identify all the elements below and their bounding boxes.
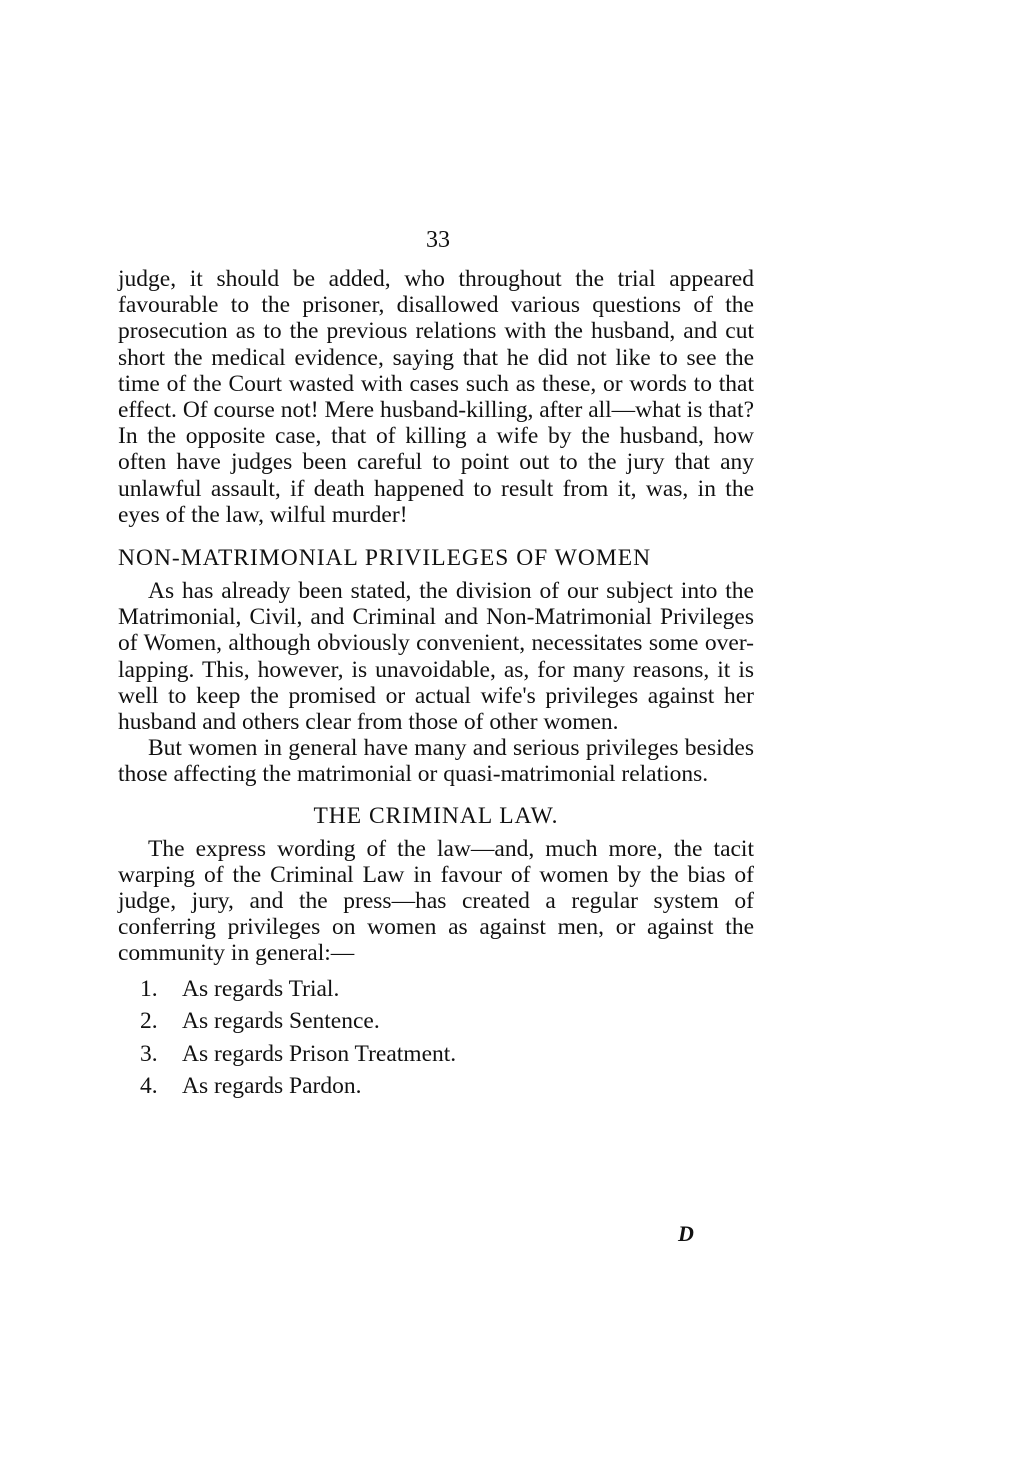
paragraph-continuation: judge, it should be added, who throughout the trial appeared favourable to the prisoner, disallowed various questions of the prosecution as to the previous relations with the husband, and cut short the medical evidence, saying that he did not like to see the time of the Court wasted with cases such as these, or words to that effect. Of course not! Mere husband-killing, after all—what is that? In the opposite case, that of killing a wife by the husband, how often have judges been careful to point out to the jury that any unlawful assault, if death happened to result from it, was, in the eyes of the law, wilful murder! [118,266,754,528]
list-item-text: As regards Pardon. [182,1073,362,1100]
list-item [118,1038,754,1071]
paragraph-criminal-law: The express wording of the law—and, much more, the tacit warping of the Criminal Law in favour of women by the bias of judge, jury, and the press—has created a regular system of conferring privileges on women as against men, or against the community in general:— [118,835,754,967]
book-page [118,226,754,1103]
list-item [118,973,754,1006]
list-item-number: 4. [140,1073,158,1100]
page-number: 33 [426,227,450,253]
section-heading-criminal-law: THE CRIMINAL LAW. [313,802,559,829]
list-item [118,1070,754,1103]
section-heading-non-matrimonial: NON-MATRIMONIAL PRIVILEGES OF WOMEN [118,545,652,572]
signature-mark: D [678,1221,694,1246]
list-item-text: As regards Prison Treatment. [182,1040,457,1067]
list-item-text: As regards Sentence. [182,1008,380,1035]
paragraph-women-in-general: But women in general have many and serious privileges besides those affecting the matrimonial or quasi-matrimonial relations. [118,735,754,788]
list-item-number: 1. [140,975,158,1002]
list-item-number: 2. [140,1008,158,1035]
list-item [118,1005,754,1038]
list-item-number: 3. [140,1040,158,1067]
list-item-text: As regards Trial. [182,975,340,1002]
privileges-list [118,973,754,1103]
paragraph-division-of-subject: As has already been stated, the division of our subject into the Matrimonial, Civil, and Criminal and Non-Matrimonial Privileges of Women, although obviously convenient, necessitates some over-lapping. This, however, is unavoidable, as, for many reasons, it is well to keep the promised or actual wife's privileges against her husband and others clear from those of other women. [118,578,754,736]
